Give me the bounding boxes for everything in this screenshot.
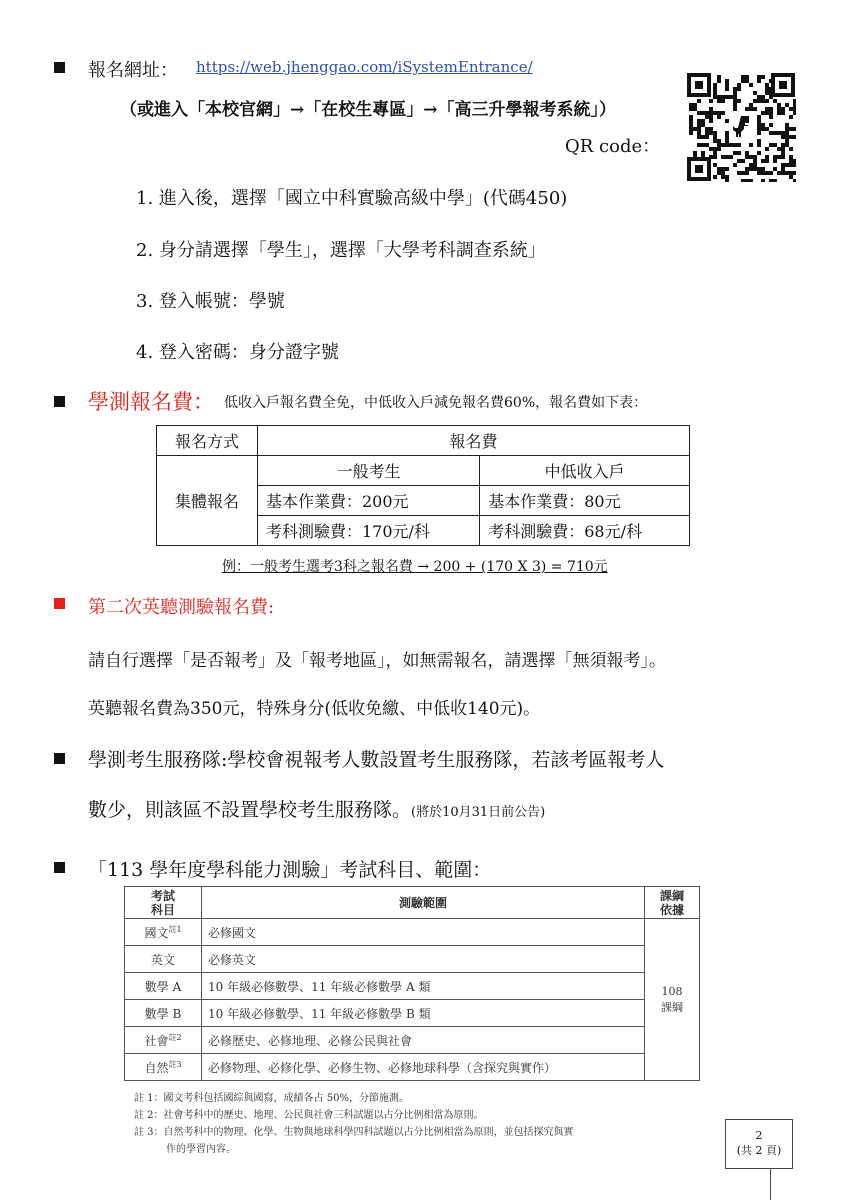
listening-line1: 請自行選擇「是否報考」及「報考地區」，如無需報名，請選擇「無須報考」。	[88, 651, 666, 671]
step-item: 3. 登入帳號：學號	[136, 291, 285, 312]
scope-subject-cell: 數學 A	[125, 973, 202, 1000]
col-method-header: 報名方式	[157, 426, 258, 456]
scope-note: 註 3：自然考科中的物理、化學、生物與地球科學四科試題以占分比例相當為原則，並包括探究與實	[134, 1127, 574, 1138]
col-low-header: 中低收入戶	[480, 456, 690, 486]
page-total: (共 2 頁)	[736, 1144, 782, 1157]
bullet-marker	[54, 862, 65, 873]
scope-header-subject: 考試 科目	[125, 887, 202, 919]
row-method-cell: 集體報名	[157, 456, 258, 546]
general-basic-cell: 基本作業費：200元	[258, 486, 480, 516]
scope-range-cell: 必修物理、必修化學、必修生物、必修地球科學（含探究與實作）	[202, 1054, 645, 1081]
scope-range-cell: 必修歷史、必修地理、必修公民與社會	[202, 1027, 645, 1054]
divider	[770, 1169, 771, 1200]
service-line2	[88, 795, 545, 822]
col-general-header: 一般考生	[258, 456, 480, 486]
bullet-marker	[54, 396, 65, 407]
scope-subject-cell: 自然$^{註3}$	[125, 1054, 202, 1081]
low-subject-cell: 考科測驗費：68元/科	[480, 516, 690, 546]
scope-notes	[134, 1090, 574, 1158]
page-number: 2	[755, 1129, 763, 1142]
scope-table	[124, 886, 700, 1081]
general-subject-cell: 考科測驗費：170元/科	[258, 516, 480, 546]
listening-heading: 第二次英聽測驗報名費:	[88, 597, 275, 618]
scope-header-basis: 課綱 依據	[645, 887, 700, 919]
dinosaur-icon	[730, 112, 752, 138]
gsat-fee-heading: 學測報名費：	[88, 390, 214, 414]
step-item: 4. 登入密碼：身分證字號	[136, 342, 339, 363]
bullet-marker	[54, 753, 65, 764]
scope-header-range: 測驗範圍	[202, 887, 645, 919]
scope-range-cell: 10 年級必修數學、11 年級必修數學 B 類	[202, 1000, 645, 1027]
gsat-fee-desc: 低收入戶報名費全免，中低收入戶減免報名費60%，報名費如下表：	[224, 395, 648, 411]
fee-example: 例：一般考生選考3科之報名費 → 200 + (170 X 3) = 710元	[222, 559, 608, 575]
portal-url-link[interactable]: https://web.jhenggao.com/iSystemEntrance/	[196, 58, 533, 76]
service-line1: 學測考生服務隊:學校會視報考人數設置考生服務隊，若該考區報考人	[88, 749, 665, 771]
scope-note: 作的學習內容。	[166, 1144, 236, 1155]
qr-label: QR code：	[565, 136, 661, 157]
step-item: 1. 進入後，選擇「國立中科實驗高級中學」(代碼450)	[136, 188, 568, 209]
scope-heading: 「113 學年度學科能力測驗」考試科目、範圍：	[88, 859, 492, 881]
scope-range-cell: 10 年級必修數學、11 年級必修數學 A 類	[202, 973, 645, 1000]
scope-subject-cell: 社會$^{註2}$	[125, 1027, 202, 1054]
bullet-marker	[54, 62, 65, 73]
page-number-box	[725, 1119, 793, 1169]
portal-alt-path: （或進入「本校官網」→「在校生專區」→「高三升學報考系統」）	[120, 100, 616, 120]
scope-note: 註 2：社會考科中的歷史、地理、公民與社會三科試題以占分比例相當為原則。	[134, 1110, 484, 1121]
service-note: (將於10月31日前公告)	[411, 805, 546, 820]
scope-range-cell: 必修英文	[202, 946, 645, 973]
low-basic-cell: 基本作業費：80元	[480, 486, 690, 516]
service-text: 數少，則該區不設置學校考生服務隊。	[88, 799, 412, 821]
portal-label: 報名網址：	[88, 60, 178, 81]
bullet-marker	[54, 598, 65, 609]
step-item: 2. 身分請選擇「學生」，選擇「大學考科調查系統」	[136, 240, 546, 261]
col-fee-header: 報名費	[258, 426, 690, 456]
scope-subject-cell: 國文$^{註1}$	[125, 919, 202, 946]
qr-code-image[interactable]	[686, 72, 796, 182]
listening-line2: 英聽報名費為350元，特殊身分(低收免繳、中低收140元)。	[88, 699, 541, 719]
scope-note: 註 1：國文考科包括國綜與國寫，成績各占 50%，分節施測。	[134, 1093, 409, 1104]
scope-range-cell: 必修國文	[202, 919, 645, 946]
scope-subject-cell: 英文	[125, 946, 202, 973]
scope-basis-cell: 108 課綱	[645, 919, 700, 1081]
fee-table	[156, 425, 690, 546]
scope-subject-cell: 數學 B	[125, 1000, 202, 1027]
